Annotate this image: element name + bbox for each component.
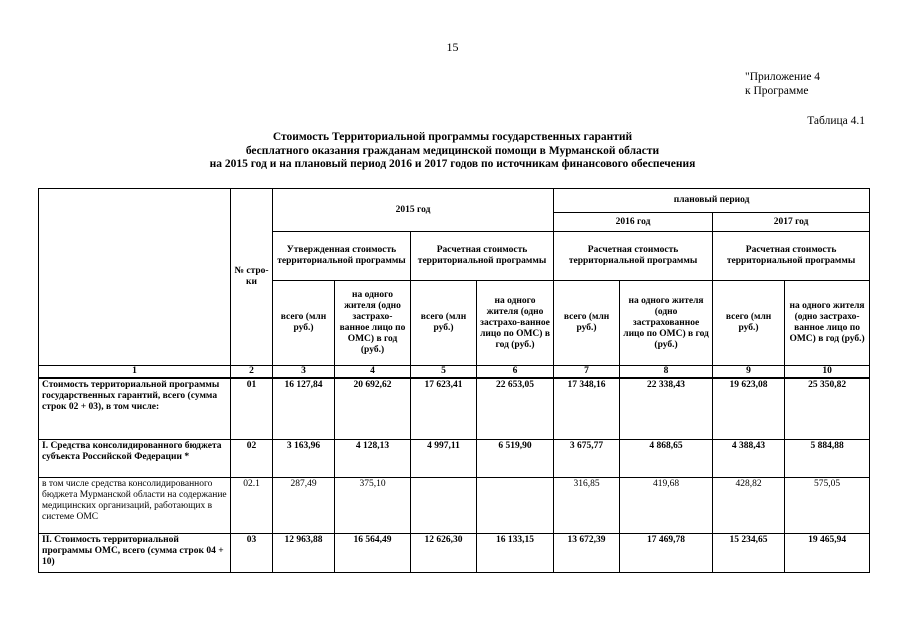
value-cell: 17 623,41 — [411, 378, 477, 440]
row-label: II. Стоимость территориальной программы ОМС, всего (сумма строк 04 + 10) — [39, 534, 231, 573]
page-number: 15 — [446, 40, 459, 54]
table-row — [39, 534, 870, 573]
value-cell — [477, 478, 554, 534]
value-cell: 575,05 — [785, 478, 870, 534]
value-cell — [411, 478, 477, 534]
value-cell: 316,85 — [554, 478, 620, 534]
table-row — [39, 378, 870, 440]
header-year-2017: 2017 год — [713, 213, 870, 232]
table-number: Таблица 4.1 — [807, 115, 865, 127]
row-label: I. Средства консолидированного бюджета субъекта Российской Федерации * — [39, 440, 231, 478]
title-line: на 2015 год и на плановый период 2016 и 2017 годов по источникам финансового обеспечения — [209, 158, 696, 170]
column-number: 2 — [231, 366, 273, 379]
cost-table — [38, 188, 870, 573]
header-per-resident: на одного жителя (одно застрахо-ванное лицо по ОМС) в год (руб.) — [477, 281, 554, 366]
header-per-resident: на одного жителя (одно застрахо-ванное лицо по ОМС) в год (руб.) — [785, 281, 870, 366]
header-total: всего (млн руб.) — [411, 281, 477, 366]
value-cell: 428,82 — [713, 478, 785, 534]
appendix-line: "Приложение 4 — [745, 71, 821, 83]
row-code: 03 — [231, 534, 273, 573]
value-cell: 16 564,49 — [335, 534, 411, 573]
value-cell: 419,68 — [620, 478, 713, 534]
value-cell: 20 692,62 — [335, 378, 411, 440]
row-label: в том числе средства консолидированного бюджета Мурманской области на содержание медицинских организаций, работающих в системе ОМС — [39, 478, 231, 534]
value-cell: 3 675,77 — [554, 440, 620, 478]
row-code: 02 — [231, 440, 273, 478]
header-row-number: № стро-ки — [231, 189, 273, 366]
value-cell: 22 338,43 — [620, 378, 713, 440]
value-cell: 25 350,82 — [785, 378, 870, 440]
row-code: 01 — [231, 378, 273, 440]
appendix-line: к Программе — [745, 85, 809, 97]
value-cell: 13 672,39 — [554, 534, 620, 573]
header-year-2016: 2016 год — [554, 213, 713, 232]
header-row — [39, 189, 870, 213]
header-calc-cost-2015: Расчетная стоимость территориальной программы — [411, 232, 554, 281]
header-calc-cost-2016: Расчетная стоимость территориальной программы — [554, 232, 713, 281]
value-cell: 4 128,13 — [335, 440, 411, 478]
column-number-row — [39, 366, 870, 379]
row-label: Стоимость территориальной программы государственных гарантий, всего (сумма строк 02 + 03), в том числе: — [39, 378, 231, 440]
value-cell: 16 133,15 — [477, 534, 554, 573]
header-per-resident: на одного жителя (одно застрахо-ванное лицо по ОМС) в год (руб.) — [335, 281, 411, 366]
table-row — [39, 440, 870, 478]
header-year-2015: 2015 год — [273, 189, 554, 232]
value-cell: 19 465,94 — [785, 534, 870, 573]
header-per-resident: на одного жителя (одно застрахованное лицо по ОМС) в год (руб.) — [620, 281, 713, 366]
value-cell: 4 388,43 — [713, 440, 785, 478]
appendix-note — [745, 70, 820, 98]
column-number: 5 — [411, 366, 477, 379]
value-cell: 4 997,11 — [411, 440, 477, 478]
value-cell: 287,49 — [273, 478, 335, 534]
value-cell: 12 626,30 — [411, 534, 477, 573]
column-number: 6 — [477, 366, 554, 379]
header-total: всего (млн руб.) — [713, 281, 785, 366]
column-number: 4 — [335, 366, 411, 379]
value-cell: 12 963,88 — [273, 534, 335, 573]
header-calc-cost-2017: Расчетная стоимость территориальной программы — [713, 232, 870, 281]
title-line: Стоимость Территориальной программы государственных гарантий — [272, 131, 633, 143]
header-cell-empty — [39, 189, 231, 366]
value-cell: 17 469,78 — [620, 534, 713, 573]
value-cell: 22 653,05 — [477, 378, 554, 440]
value-cell: 16 127,84 — [273, 378, 335, 440]
value-cell: 5 884,88 — [785, 440, 870, 478]
header-total: всего (млн руб.) — [273, 281, 335, 366]
title-line: бесплатного оказания гражданам медицинской помощи в Мурманской области — [245, 144, 660, 157]
header-total: всего (млн руб.) — [554, 281, 620, 366]
header-approved-cost: Утвержденная стоимость территориальной программы — [273, 232, 411, 281]
column-number: 10 — [785, 366, 870, 379]
value-cell: 4 868,65 — [620, 440, 713, 478]
table-row — [39, 478, 870, 534]
document-title — [0, 131, 905, 172]
column-number: 3 — [273, 366, 335, 379]
value-cell: 19 623,08 — [713, 378, 785, 440]
header-planned-period: плановый период — [554, 189, 870, 213]
column-number: 1 — [39, 366, 231, 379]
value-cell: 15 234,65 — [713, 534, 785, 573]
column-number: 8 — [620, 366, 713, 379]
column-number: 7 — [554, 366, 620, 379]
value-cell: 17 348,16 — [554, 378, 620, 440]
value-cell: 375,10 — [335, 478, 411, 534]
value-cell: 6 519,90 — [477, 440, 554, 478]
row-code: 02.1 — [231, 478, 273, 534]
value-cell: 3 163,96 — [273, 440, 335, 478]
column-number: 9 — [713, 366, 785, 379]
